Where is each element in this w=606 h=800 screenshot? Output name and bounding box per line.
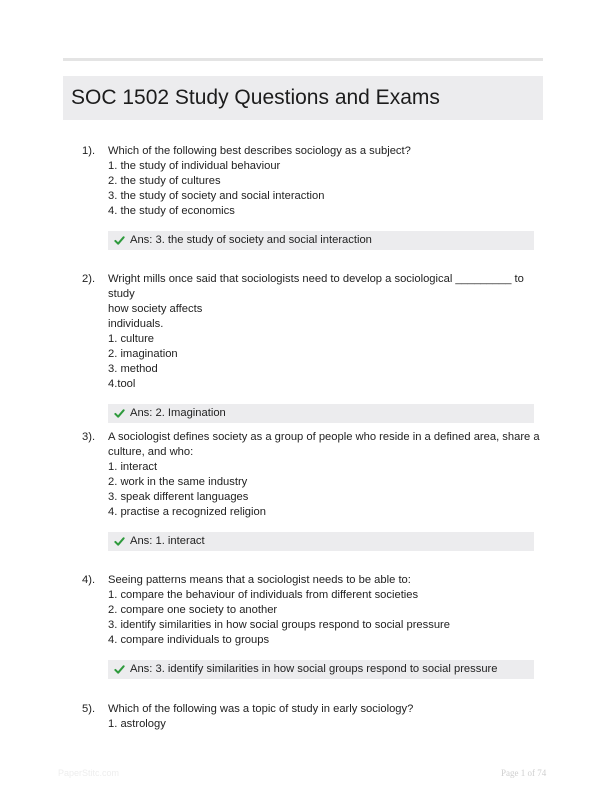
- question-block: [82, 573, 542, 679]
- question-text: Wright mills once said that sociologists need to develop a sociological _________ to study: [108, 273, 527, 300]
- question-number: 2).: [82, 273, 96, 285]
- option: 4. compare individuals to groups: [108, 634, 270, 646]
- question-text: Seeing patterns means that a sociologist needs to be able to:: [108, 574, 411, 586]
- page-number: Page 1 of 74: [501, 768, 547, 778]
- question-block: [82, 144, 542, 250]
- answer-box: [108, 532, 534, 551]
- option: 2. work in the same industry: [108, 476, 248, 488]
- top-divider: [63, 58, 543, 61]
- checkmark-icon: [114, 408, 125, 419]
- question-body: [108, 272, 542, 392]
- option: 1. interact: [108, 461, 158, 473]
- question-number: 4).: [82, 574, 96, 586]
- question-block: [82, 702, 542, 732]
- answer-text: Ans: 1. interact: [130, 535, 205, 547]
- question-body: [108, 144, 542, 219]
- option: 1. the study of individual behaviour: [108, 160, 281, 172]
- question-number: 3).: [82, 431, 96, 443]
- question-text: how society affects: [108, 303, 203, 315]
- option: 3. method: [108, 363, 158, 375]
- answer-box: [108, 404, 534, 423]
- option: 1. culture: [108, 333, 155, 345]
- option: 3. identify similarities in how social groups respond to social pressure: [108, 619, 450, 631]
- question-text: individuals.: [108, 318, 164, 330]
- checkmark-icon: [114, 664, 125, 675]
- question-number: 1).: [82, 145, 96, 157]
- question-body: [108, 702, 542, 732]
- answer-box: [108, 231, 534, 250]
- option: 1. compare the behaviour of individuals from different societies: [108, 589, 419, 601]
- title-banner: [63, 76, 543, 120]
- question-text: Which of the following was a topic of study in early sociology?: [108, 703, 414, 715]
- answer-box: [108, 660, 534, 679]
- checkmark-icon: [114, 536, 125, 547]
- page-title: SOC 1502 Study Questions and Exams: [71, 86, 440, 109]
- question-body: [108, 430, 542, 520]
- footer-watermark: PaperStitc.com: [58, 768, 120, 778]
- checkmark-icon: [114, 235, 125, 246]
- answer-text: Ans: 2. Imagination: [130, 407, 226, 419]
- answer-text: Ans: 3. identify similarities in how social groups respond to social pressure: [130, 663, 498, 675]
- option: 3. the study of society and social interaction: [108, 190, 325, 202]
- question-text: culture, and who:: [108, 446, 194, 458]
- option: 1. astrology: [108, 718, 166, 730]
- question-body: [108, 573, 542, 648]
- question-text: Which of the following best describes sociology as a subject?: [108, 145, 411, 157]
- question-text: A sociologist defines society as a group of people who reside in a defined area, share a: [108, 431, 540, 443]
- answer-text: Ans: 3. the study of society and social interaction: [130, 234, 372, 246]
- question-number: 5).: [82, 703, 96, 715]
- question-block: [82, 430, 542, 551]
- option: 4. the study of economics: [108, 205, 235, 217]
- option: 2. compare one society to another: [108, 604, 278, 616]
- option: 4. practise a recognized religion: [108, 506, 266, 518]
- option: 3. speak different languages: [108, 491, 249, 503]
- question-block: [82, 272, 542, 423]
- option: 4.tool: [108, 378, 136, 390]
- option: 2. the study of cultures: [108, 175, 221, 187]
- option: 2. imagination: [108, 348, 178, 360]
